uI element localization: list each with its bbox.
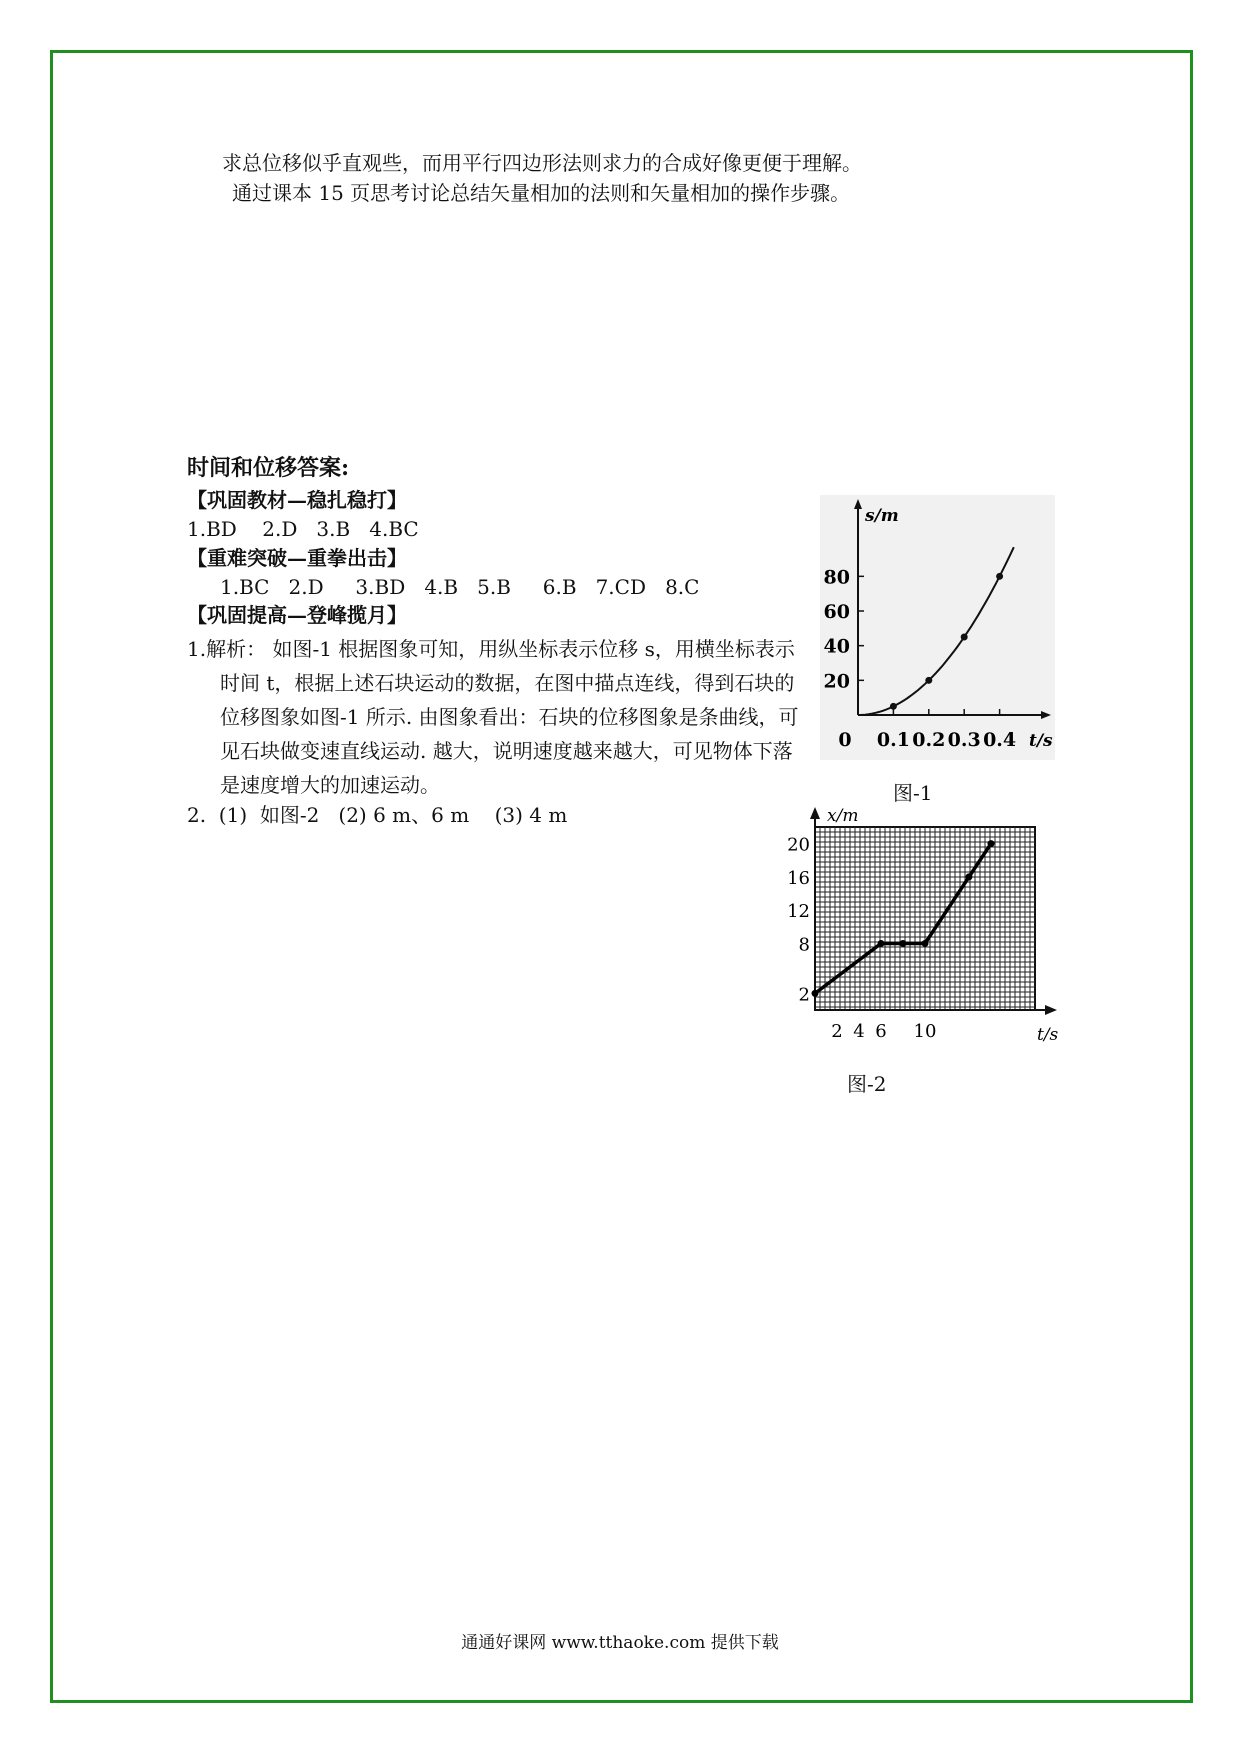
figure-2-caption: 图-2 [847, 1072, 887, 1096]
figure-1-background [820, 495, 1055, 760]
y-tick-label: 20 [787, 834, 810, 856]
data-point [966, 873, 973, 880]
section-2-answers: 1.BC 2.D 3.BD 4.B 5.B 6.B 7.CD 8.C [220, 575, 700, 599]
y-axis-label: x/m [827, 806, 859, 826]
data-point [961, 634, 968, 641]
x-tick-label: 6 [875, 1021, 887, 1042]
q1-explanation [187, 632, 812, 802]
y-tick-label: 12 [787, 901, 810, 923]
q1-text: 1.解析： 如图-1 根据图象可知，用纵坐标表示位移 s，用横坐标表示时间 t，根据上述石块运动的数据，在图中描点连线，得到石块的位移图象如图-1 所示. 由图象看出：石块的位移图象是条曲线，可见石块做变速直线运动. 越大，说明速度越来越大，可见物体下落是速度增大的加速运动。 [187, 637, 799, 797]
data-point [922, 940, 929, 947]
data-point [988, 840, 995, 847]
x-axis-label: t/s [1029, 731, 1053, 751]
data-point [900, 940, 907, 947]
x-tick-label: 0.1 [876, 729, 910, 751]
x-tick-label: 0 [838, 729, 852, 751]
section-1-heading: 【巩固教材—稳扎稳打】 [187, 488, 407, 512]
x-tick-label: 4 [853, 1021, 865, 1042]
intro-line-2: 通过课本 15 页思考讨论总结矢量相加的法则和矢量相加的操作步骤。 [232, 181, 851, 205]
section-1-answers: 1.BD 2.D 3.B 4.BC [187, 517, 419, 541]
x-tick-label: 0.3 [947, 729, 981, 751]
y-tick-label: 8 [798, 934, 810, 956]
data-point [878, 940, 885, 947]
data-point [812, 990, 819, 997]
footer: 通通好课网 www.tthaoke.com 提供下载 [461, 1633, 779, 1653]
y-tick-label: 60 [823, 601, 850, 623]
y-tick-label: 80 [823, 566, 850, 589]
figure-1-caption: 图-1 [893, 781, 933, 805]
x-axis-label: t/s [1037, 1025, 1059, 1045]
x-tick-label: 0.2 [912, 729, 946, 751]
y-tick-label: 20 [823, 670, 850, 693]
x-tick-label: 10 [913, 1021, 937, 1042]
y-tick-label: 16 [787, 867, 810, 889]
x-tick-label: 0.4 [983, 729, 1017, 751]
section-3-heading: 【巩固提高—登峰揽月】 [187, 603, 407, 627]
figure-1-chart [820, 495, 1055, 760]
x-tick-label: 2 [831, 1021, 843, 1042]
y-tick-label: 40 [823, 635, 850, 658]
y-axis-label: s/m [865, 506, 899, 526]
section-2-heading: 【重难突破—重拳出击】 [187, 546, 407, 570]
figure-2-chart [780, 805, 1060, 1065]
data-point [925, 677, 932, 684]
x-axis-arrow [1045, 1005, 1057, 1015]
y-axis-arrow [810, 807, 820, 819]
data-point [890, 703, 897, 710]
intro-line-1: 求总位移似乎直观些，而用平行四边形法则求力的合成好像更便于理解。 [222, 151, 862, 175]
answers-title: 时间和位移答案: [187, 455, 350, 481]
y-tick-label: 2 [798, 984, 810, 1006]
q2-answer: 2. (1) 如图-2 (2) 6 m、6 m (3) 4 m [187, 803, 568, 827]
data-point [996, 573, 1003, 580]
